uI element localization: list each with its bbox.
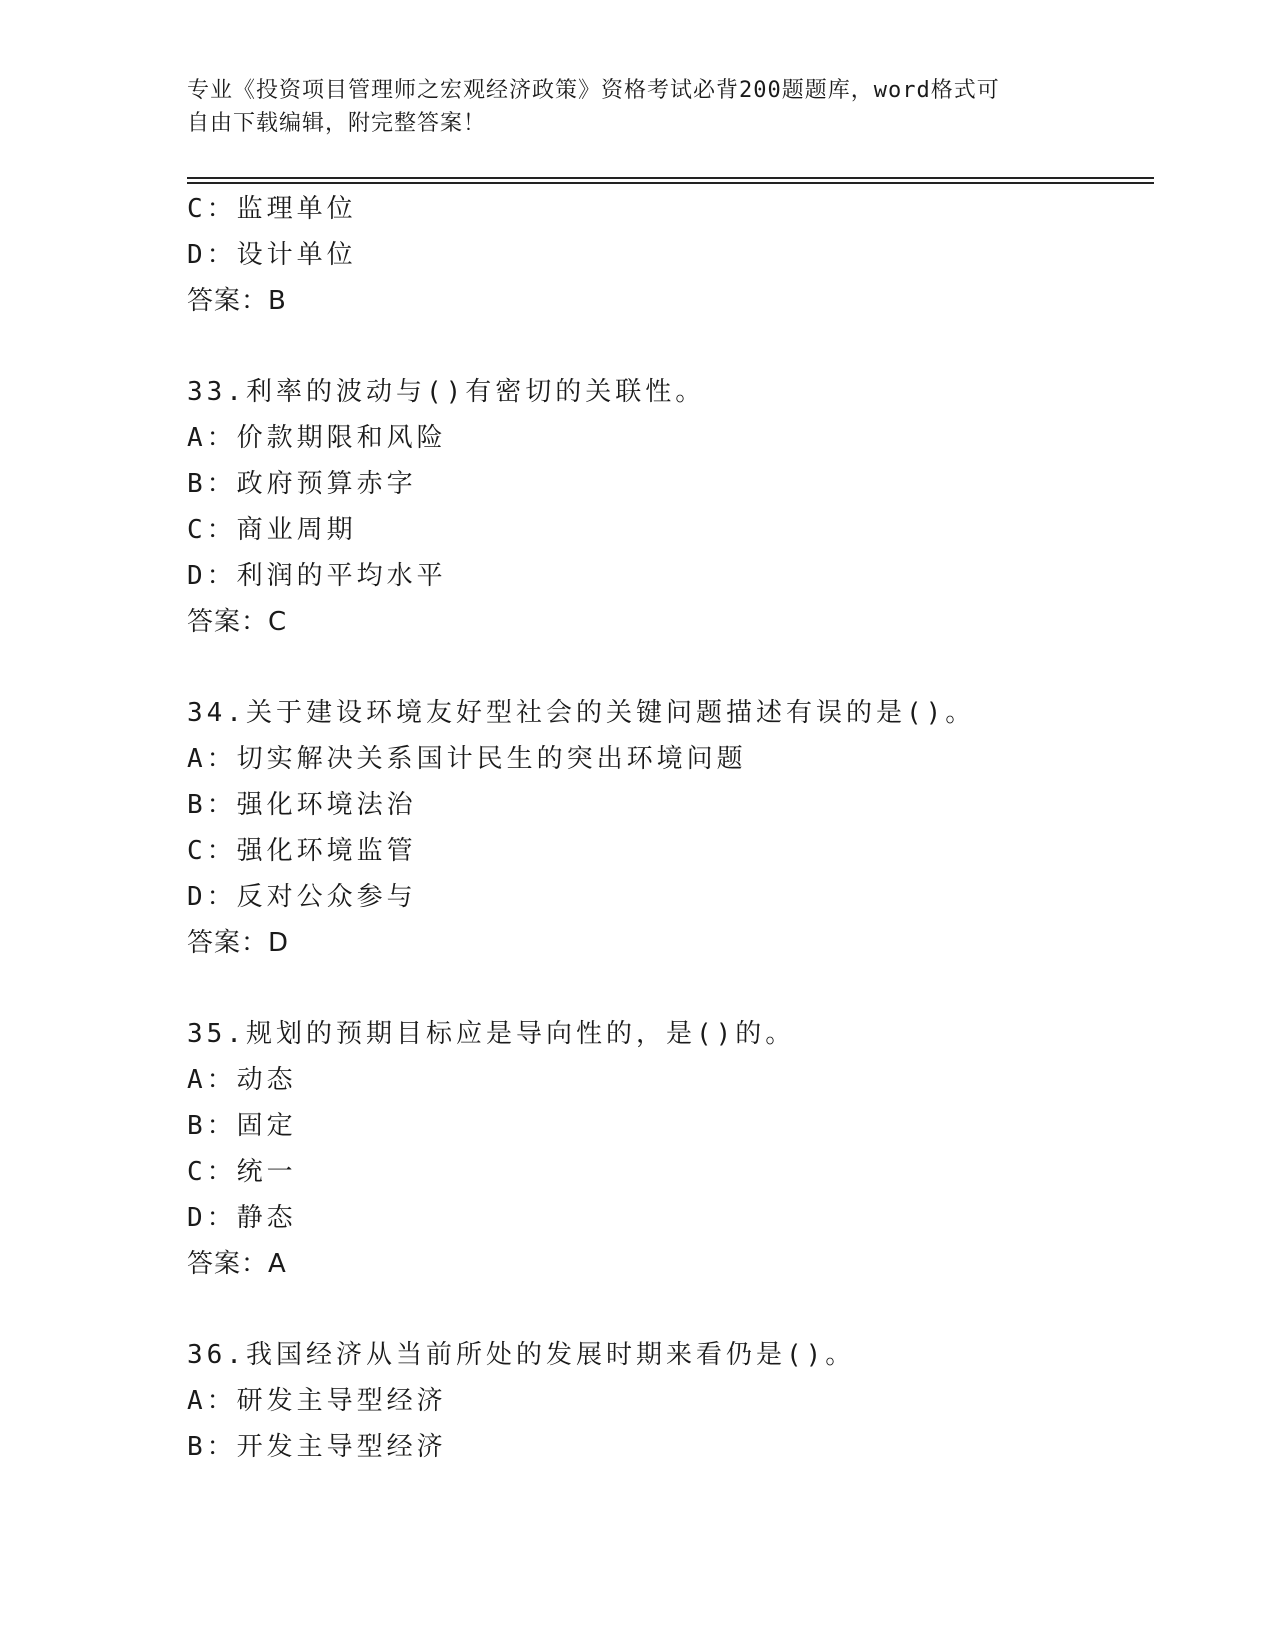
option-a: A：价款期限和风险 — [187, 423, 447, 453]
question-stem: 34.关于建设环境友好型社会的关键问题描述有误的是()。 — [187, 698, 976, 728]
option-d: D：设计单位 — [187, 240, 357, 270]
question-carryover — [187, 186, 1147, 324]
answer-line: 答案：A — [187, 1249, 287, 1279]
question-list — [187, 186, 1147, 1470]
question-stem: 33.利率的波动与()有密切的关联性。 — [187, 377, 706, 407]
question-35 — [187, 1011, 1147, 1287]
question-34 — [187, 690, 1147, 966]
question-33 — [187, 369, 1147, 645]
option-d: D：静态 — [187, 1203, 297, 1233]
header-divider-bottom — [187, 182, 1154, 184]
page-header — [187, 74, 1087, 140]
option-b: B：政府预算赤字 — [187, 469, 417, 499]
question-36 — [187, 1332, 1147, 1470]
question-stem: 35.规划的预期目标应是导向性的，是()的。 — [187, 1019, 796, 1049]
header-divider-top — [187, 177, 1154, 179]
question-stem: 36.我国经济从当前所处的发展时期来看仍是()。 — [187, 1340, 856, 1370]
option-c: C：监理单位 — [187, 194, 357, 224]
option-d: D：利润的平均水平 — [187, 561, 447, 591]
option-a: A：动态 — [187, 1065, 297, 1095]
header-title-line-2: 自由下载编辑，附完整答案！ — [187, 111, 487, 136]
option-b: B：开发主导型经济 — [187, 1432, 447, 1462]
option-b: B：强化环境法治 — [187, 790, 417, 820]
option-c: C：强化环境监管 — [187, 836, 417, 866]
option-a: A：研发主导型经济 — [187, 1386, 447, 1416]
option-c: C：统一 — [187, 1157, 297, 1187]
option-d: D：反对公众参与 — [187, 882, 417, 912]
answer-line: 答案：B — [187, 286, 287, 316]
option-c: C：商业周期 — [187, 515, 357, 545]
answer-line: 答案：C — [187, 607, 288, 637]
option-b: B：固定 — [187, 1111, 297, 1141]
header-title-line-1: 专业《投资项目管理师之宏观经济政策》资格考试必背200题题库，word格式可 — [187, 78, 1000, 103]
option-a: A：切实解决关系国计民生的突出环境问题 — [187, 744, 747, 774]
answer-line: 答案：D — [187, 928, 290, 958]
